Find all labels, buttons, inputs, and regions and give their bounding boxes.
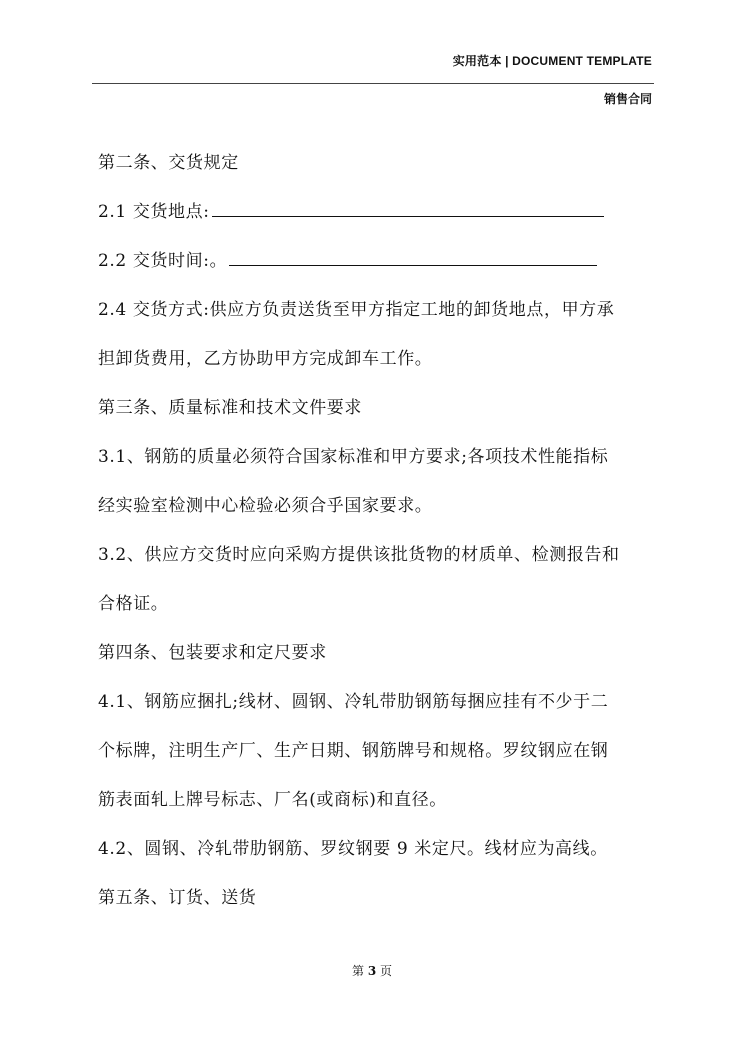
body-line: 2.4 交货方式:供应方负责送货至甲方指定工地的卸货地点，甲方承	[98, 300, 615, 320]
body-line: 担卸货费用，乙方协助甲方完成卸车工作。	[98, 349, 433, 369]
section-heading: 第三条、质量标准和技术文件要求	[98, 398, 362, 418]
page-number-value: 3	[367, 964, 377, 978]
header-subtitle: 销售合同	[603, 92, 652, 106]
delivery-location-label: 2.1 交货地点:	[98, 202, 210, 222]
body-line: 筋表面轧上牌号标志、厂名(或商标)和直径。	[98, 790, 447, 810]
header-divider	[92, 83, 654, 84]
delivery-time-blank	[229, 251, 597, 266]
delivery-time-label: 2.2 交货时间:。	[98, 251, 228, 271]
section-heading: 第五条、订货、送货	[98, 888, 257, 908]
page-number-suffix: 页	[380, 964, 393, 978]
delivery-location-line	[98, 188, 658, 237]
body-line: 4.1、钢筋应捆扎;线材、圆钢、冷轧带肋钢筋每捆应挂有不少于二	[98, 692, 609, 712]
section-heading: 第二条、交货规定	[98, 153, 239, 173]
body-line: 4.2、圆钢、冷轧带肋钢筋、罗纹钢要 9 米定尺。线材应为高线。	[98, 839, 608, 859]
body-line: 3.1、钢筋的质量必须符合国家标准和甲方要求;各项技术性能指标	[98, 447, 609, 467]
delivery-time-line	[98, 237, 658, 286]
body-line: 合格证。	[98, 594, 169, 614]
page-number-prefix: 第	[351, 964, 364, 978]
body-line: 经实验室检测中心检验必须合乎国家要求。	[98, 496, 433, 516]
body-line: 个标牌，注明生产厂、生产日期、钢筋牌号和规格。罗纹钢应在钢	[98, 741, 609, 761]
body-line: 3.2、供应方交货时应向采购方提供该批货物的材质单、检测报告和	[98, 545, 620, 565]
header-title: 实用范本 | DOCUMENT TEMPLATE	[452, 54, 652, 68]
delivery-location-blank	[212, 202, 604, 217]
page-number	[0, 962, 744, 979]
section-heading: 第四条、包装要求和定尺要求	[98, 643, 327, 663]
document-body	[98, 139, 658, 923]
